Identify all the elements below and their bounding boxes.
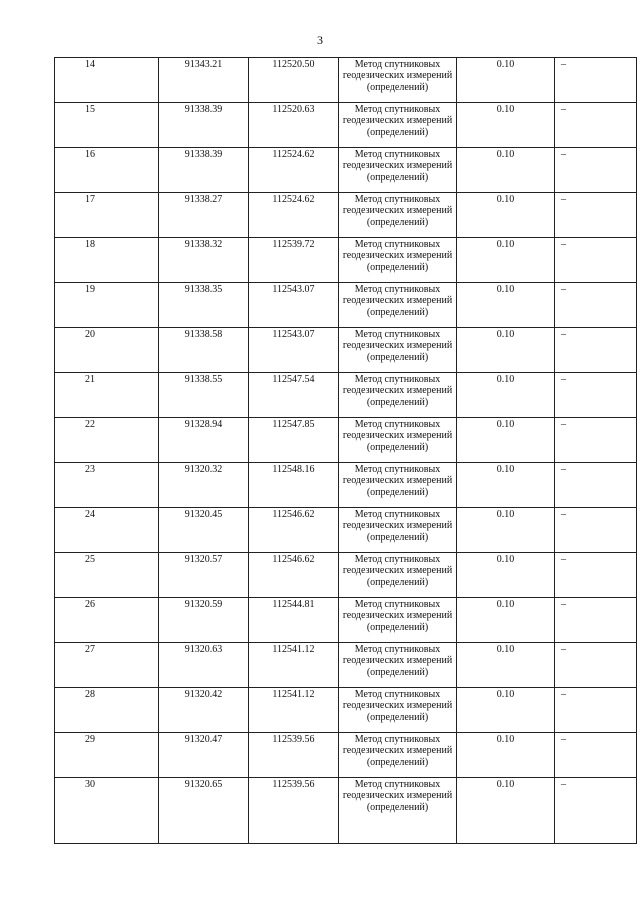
- coordinates-table-body: [55, 58, 637, 844]
- coordinates-table: [54, 57, 637, 844]
- note-cell: –: [555, 553, 637, 598]
- y-coordinate-cell: 112541.12: [249, 688, 339, 733]
- x-coordinate-cell: 91338.58: [159, 328, 249, 373]
- point-number-cell: 19: [55, 283, 159, 328]
- y-coordinate-cell: 112548.16: [249, 463, 339, 508]
- point-number-cell: 15: [55, 103, 159, 148]
- x-coordinate-cell: 91338.55: [159, 373, 249, 418]
- method-cell: Метод спутниковых геодезических измерений (определений): [339, 328, 457, 373]
- x-coordinate-cell: 91320.63: [159, 643, 249, 688]
- y-coordinate-cell: 112539.72: [249, 238, 339, 283]
- x-coordinate-cell: 91328.94: [159, 418, 249, 463]
- y-coordinate-cell: 112546.62: [249, 553, 339, 598]
- accuracy-cell: 0.10: [457, 148, 555, 193]
- x-coordinate-cell: 91320.42: [159, 688, 249, 733]
- note-cell: –: [555, 733, 637, 778]
- y-coordinate-cell: 112546.62: [249, 508, 339, 553]
- point-number-cell: 25: [55, 553, 159, 598]
- method-cell: Метод спутниковых геодезических измерений (определений): [339, 463, 457, 508]
- accuracy-cell: 0.10: [457, 463, 555, 508]
- point-number-cell: 27: [55, 643, 159, 688]
- table-row: [55, 328, 637, 373]
- accuracy-cell: 0.10: [457, 418, 555, 463]
- table-row: [55, 778, 637, 844]
- note-cell: –: [555, 778, 637, 844]
- table-row: [55, 58, 637, 103]
- x-coordinate-cell: 91320.32: [159, 463, 249, 508]
- method-cell: Метод спутниковых геодезических измерений (определений): [339, 778, 457, 844]
- method-cell: Метод спутниковых геодезических измерений (определений): [339, 373, 457, 418]
- note-cell: –: [555, 688, 637, 733]
- method-cell: Метод спутниковых геодезических измерений (определений): [339, 238, 457, 283]
- accuracy-cell: 0.10: [457, 778, 555, 844]
- note-cell: –: [555, 373, 637, 418]
- note-cell: –: [555, 148, 637, 193]
- x-coordinate-cell: 91338.35: [159, 283, 249, 328]
- accuracy-cell: 0.10: [457, 328, 555, 373]
- method-cell: Метод спутниковых геодезических измерений (определений): [339, 688, 457, 733]
- note-cell: –: [555, 283, 637, 328]
- table-row: [55, 238, 637, 283]
- y-coordinate-cell: 112520.50: [249, 58, 339, 103]
- y-coordinate-cell: 112543.07: [249, 283, 339, 328]
- method-cell: Метод спутниковых геодезических измерений (определений): [339, 103, 457, 148]
- note-cell: –: [555, 58, 637, 103]
- y-coordinate-cell: 112539.56: [249, 733, 339, 778]
- accuracy-cell: 0.10: [457, 283, 555, 328]
- point-number-cell: 14: [55, 58, 159, 103]
- x-coordinate-cell: 91338.27: [159, 193, 249, 238]
- note-cell: –: [555, 598, 637, 643]
- point-number-cell: 26: [55, 598, 159, 643]
- method-cell: Метод спутниковых геодезических измерений (определений): [339, 58, 457, 103]
- point-number-cell: 28: [55, 688, 159, 733]
- note-cell: –: [555, 193, 637, 238]
- x-coordinate-cell: 91338.39: [159, 103, 249, 148]
- table-row: [55, 463, 637, 508]
- method-cell: Метод спутниковых геодезических измерений (определений): [339, 283, 457, 328]
- table-row: [55, 598, 637, 643]
- accuracy-cell: 0.10: [457, 238, 555, 283]
- table-row: [55, 553, 637, 598]
- y-coordinate-cell: 112539.56: [249, 778, 339, 844]
- point-number-cell: 29: [55, 733, 159, 778]
- table-row: [55, 283, 637, 328]
- accuracy-cell: 0.10: [457, 373, 555, 418]
- x-coordinate-cell: 91343.21: [159, 58, 249, 103]
- x-coordinate-cell: 91320.65: [159, 778, 249, 844]
- table-row: [55, 733, 637, 778]
- point-number-cell: 23: [55, 463, 159, 508]
- note-cell: –: [555, 238, 637, 283]
- accuracy-cell: 0.10: [457, 58, 555, 103]
- table-row: [55, 643, 637, 688]
- method-cell: Метод спутниковых геодезических измерений (определений): [339, 193, 457, 238]
- accuracy-cell: 0.10: [457, 688, 555, 733]
- y-coordinate-cell: 112547.85: [249, 418, 339, 463]
- y-coordinate-cell: 112541.12: [249, 643, 339, 688]
- method-cell: Метод спутниковых геодезических измерений (определений): [339, 418, 457, 463]
- note-cell: –: [555, 328, 637, 373]
- method-cell: Метод спутниковых геодезических измерений (определений): [339, 643, 457, 688]
- y-coordinate-cell: 112524.62: [249, 193, 339, 238]
- y-coordinate-cell: 112544.81: [249, 598, 339, 643]
- note-cell: –: [555, 643, 637, 688]
- table-row: [55, 148, 637, 193]
- accuracy-cell: 0.10: [457, 598, 555, 643]
- point-number-cell: 30: [55, 778, 159, 844]
- table-row: [55, 418, 637, 463]
- method-cell: Метод спутниковых геодезических измерений (определений): [339, 553, 457, 598]
- x-coordinate-cell: 91320.57: [159, 553, 249, 598]
- y-coordinate-cell: 112543.07: [249, 328, 339, 373]
- table-row: [55, 103, 637, 148]
- accuracy-cell: 0.10: [457, 733, 555, 778]
- note-cell: –: [555, 508, 637, 553]
- note-cell: –: [555, 103, 637, 148]
- accuracy-cell: 0.10: [457, 103, 555, 148]
- table-row: [55, 193, 637, 238]
- point-number-cell: 16: [55, 148, 159, 193]
- point-number-cell: 24: [55, 508, 159, 553]
- accuracy-cell: 0.10: [457, 508, 555, 553]
- page-number: 3: [317, 33, 323, 47]
- x-coordinate-cell: 91338.39: [159, 148, 249, 193]
- accuracy-cell: 0.10: [457, 643, 555, 688]
- table-row: [55, 688, 637, 733]
- y-coordinate-cell: 112524.62: [249, 148, 339, 193]
- accuracy-cell: 0.10: [457, 553, 555, 598]
- accuracy-cell: 0.10: [457, 193, 555, 238]
- point-number-cell: 17: [55, 193, 159, 238]
- point-number-cell: 20: [55, 328, 159, 373]
- x-coordinate-cell: 91320.45: [159, 508, 249, 553]
- method-cell: Метод спутниковых геодезических измерений (определений): [339, 598, 457, 643]
- note-cell: –: [555, 418, 637, 463]
- table-row: [55, 508, 637, 553]
- y-coordinate-cell: 112520.63: [249, 103, 339, 148]
- method-cell: Метод спутниковых геодезических измерений (определений): [339, 148, 457, 193]
- method-cell: Метод спутниковых геодезических измерений (определений): [339, 733, 457, 778]
- note-cell: –: [555, 463, 637, 508]
- table-row: [55, 373, 637, 418]
- x-coordinate-cell: 91320.59: [159, 598, 249, 643]
- point-number-cell: 18: [55, 238, 159, 283]
- x-coordinate-cell: 91320.47: [159, 733, 249, 778]
- x-coordinate-cell: 91338.32: [159, 238, 249, 283]
- y-coordinate-cell: 112547.54: [249, 373, 339, 418]
- method-cell: Метод спутниковых геодезических измерений (определений): [339, 508, 457, 553]
- point-number-cell: 22: [55, 418, 159, 463]
- point-number-cell: 21: [55, 373, 159, 418]
